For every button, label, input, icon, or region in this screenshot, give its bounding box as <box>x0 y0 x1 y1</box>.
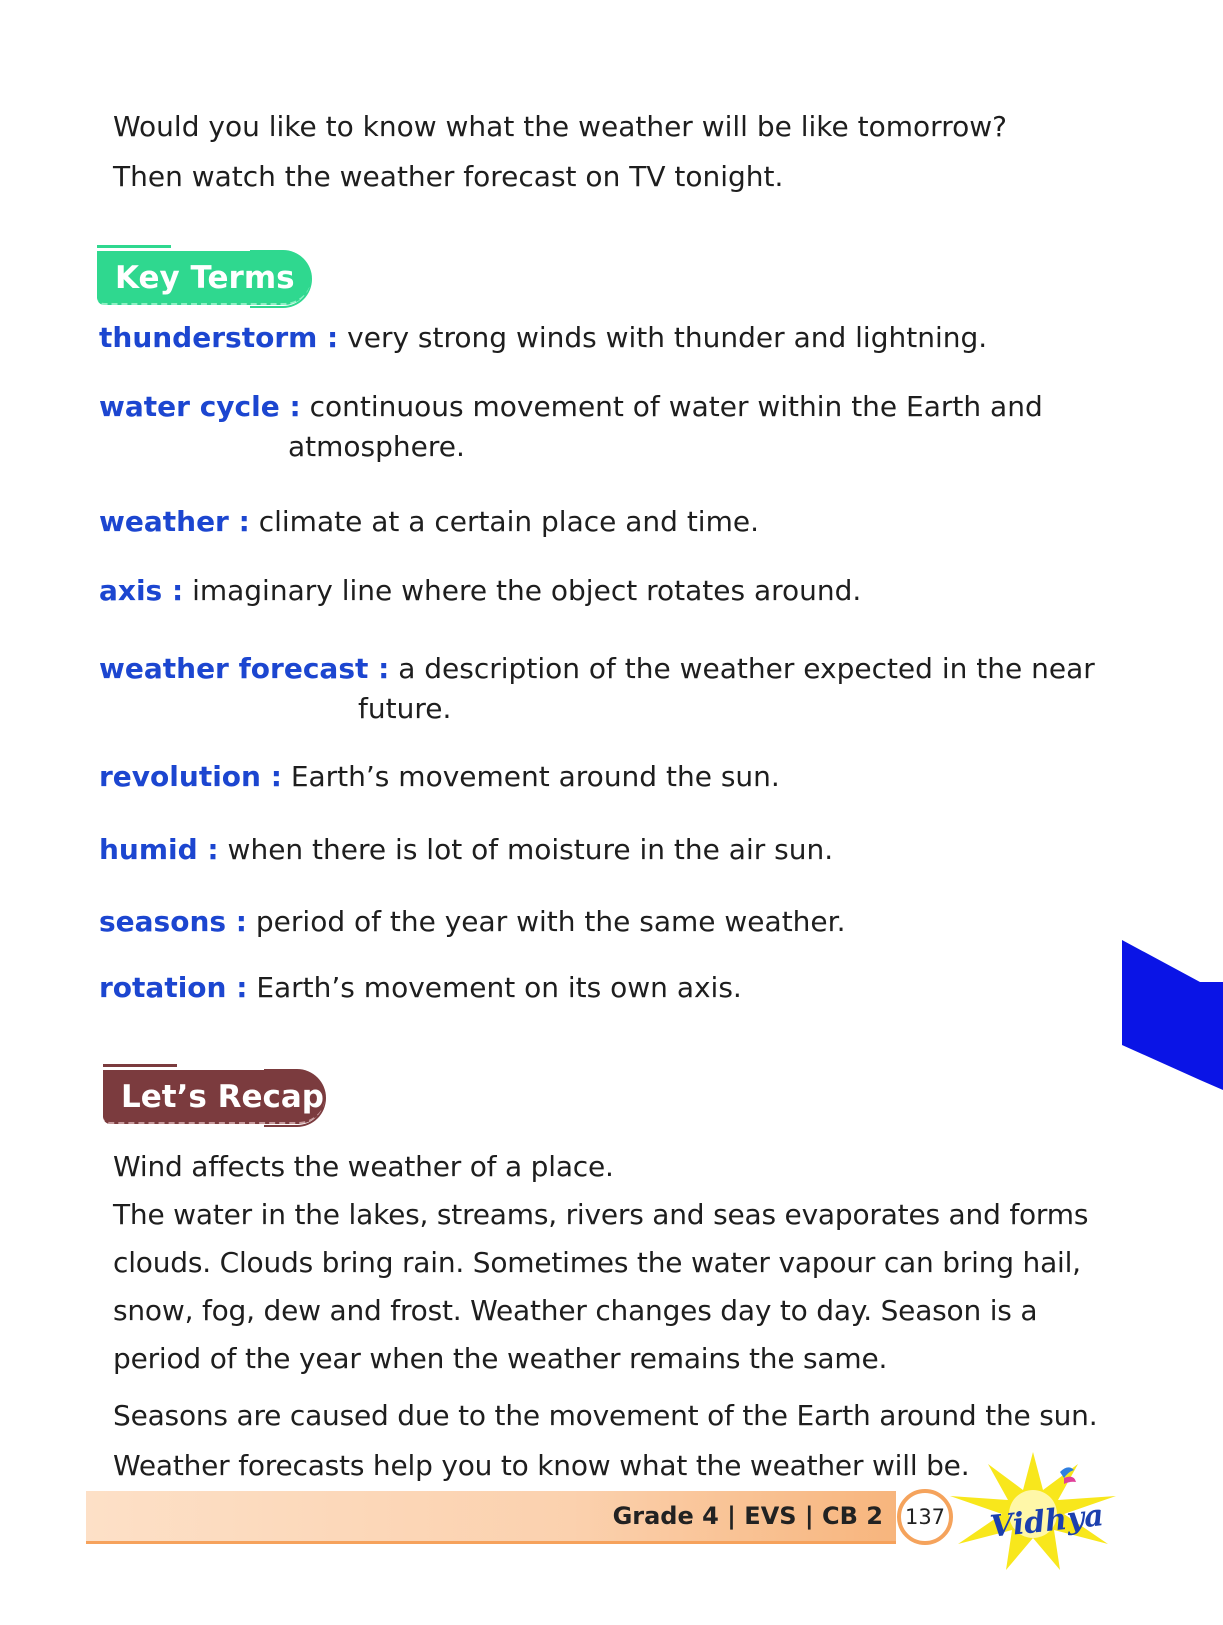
recap-heading: Let’s Recap <box>103 1070 325 1124</box>
term-word: seasons : <box>99 905 247 938</box>
term-revolution <box>99 757 780 797</box>
term-axis <box>99 571 861 611</box>
recap-line-1: Wind affects the weather of a place. <box>113 1150 614 1183</box>
recap-line-6: Seasons are caused due to the movement of the Earth around the sun. <box>113 1399 1098 1432</box>
term-weather <box>99 502 759 542</box>
term-definition-continued: atmosphere. <box>288 430 465 463</box>
term-weather-forecast <box>99 649 1095 689</box>
term-word: weather : <box>99 505 250 538</box>
term-seasons <box>99 902 846 942</box>
recap-line-7: Weather forecasts help you to know what the weather will be. <box>113 1449 970 1482</box>
term-word: thunderstorm : <box>99 321 339 354</box>
term-word: water cycle : <box>99 390 301 423</box>
term-definition: very strong winds with thunder and lightning. <box>338 321 988 354</box>
intro-instruction: Then watch the weather forecast on TV tonight. <box>113 160 784 193</box>
recap-line-2: The water in the lakes, streams, rivers and seas evaporates and forms <box>113 1198 1089 1231</box>
side-flag-decoration <box>1122 940 1223 1090</box>
term-definition-continued: future. <box>358 692 452 725</box>
term-thunderstorm <box>99 318 987 358</box>
term-definition: Earth’s movement around the sun. <box>281 760 780 793</box>
term-definition: when there is lot of moisture in the air sun. <box>218 833 834 866</box>
term-word: revolution : <box>99 760 282 793</box>
term-definition: period of the year with the same weather. <box>247 905 846 938</box>
recap-line-3: clouds. Clouds bring rain. Sometimes the water vapour can bring hail, <box>113 1246 1081 1279</box>
term-word: rotation : <box>99 971 248 1004</box>
recap-tag-line <box>103 1064 177 1067</box>
recap-line-5: period of the year when the weather remains the same. <box>113 1342 888 1375</box>
term-word: axis : <box>99 574 184 607</box>
key-terms-heading: Key Terms <box>97 251 311 305</box>
page-number: 137 <box>897 1489 953 1545</box>
footer-label: Grade 4 | EVS | CB 2 <box>612 1502 883 1530</box>
term-definition: climate at a certain place and time. <box>249 505 759 538</box>
term-water-cycle <box>99 387 1043 427</box>
intro-question: Would you like to know what the weather will be like tomorrow? <box>113 110 1007 143</box>
term-definition: Earth’s movement on its own axis. <box>247 971 742 1004</box>
term-definition: a description of the weather expected in the near <box>389 652 1095 685</box>
term-definition: imaginary line where the object rotates around. <box>183 574 862 607</box>
term-rotation <box>99 968 742 1008</box>
term-word: humid : <box>99 833 219 866</box>
recap-line-4: snow, fog, dew and frost. Weather changes day to day. Season is a <box>113 1294 1038 1327</box>
term-definition: continuous movement of water within the Earth and <box>300 390 1043 423</box>
vidhya-logo: Vidhya <box>988 1498 1106 1545</box>
key-terms-tag-line <box>97 245 171 248</box>
term-word: weather forecast : <box>99 652 390 685</box>
term-humid <box>99 830 833 870</box>
